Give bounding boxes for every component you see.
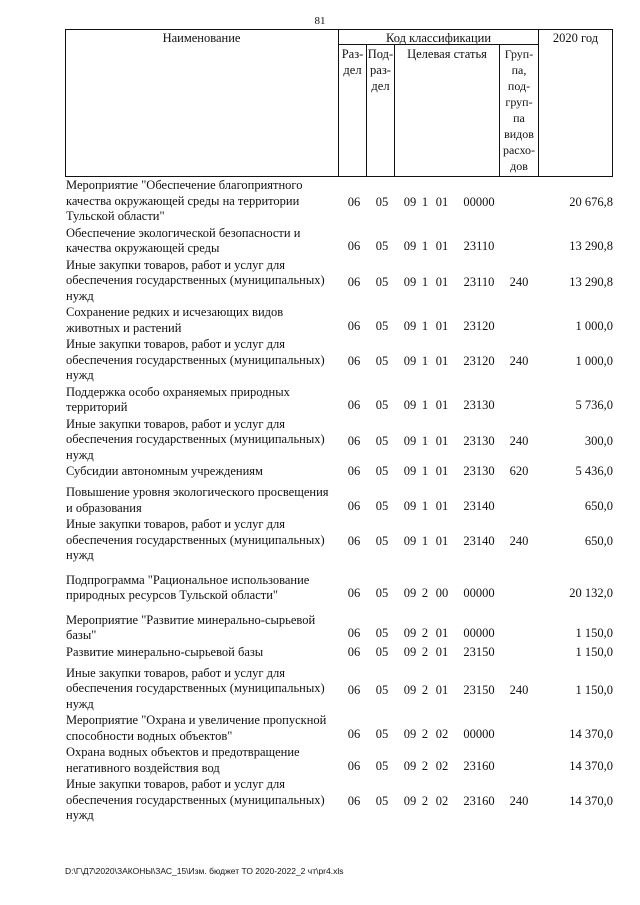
code-cs1: 09 xyxy=(403,726,417,741)
table-row xyxy=(65,337,613,385)
code-cs2: 2 xyxy=(421,794,429,809)
row-amount: 5 736,0 xyxy=(575,398,613,413)
code-rz: 06 xyxy=(347,354,361,369)
row-amount: 1 000,0 xyxy=(575,354,613,369)
row-amount: 1 150,0 xyxy=(575,682,613,697)
row-name: Повышение уровня экологического просвещения и образования xyxy=(66,485,329,515)
row-name: Подпрограмма "Рациональное использование природных ресурсов Тульской области" xyxy=(66,572,310,602)
code-cs4: 23140 xyxy=(463,534,495,549)
code-vr: 240 xyxy=(509,433,529,448)
code-cs1: 09 xyxy=(403,274,417,289)
code-rz: 06 xyxy=(347,534,361,549)
code-cs4: 23110 xyxy=(463,274,495,289)
code-cs2: 2 xyxy=(421,626,429,641)
code-cs3: 01 xyxy=(435,354,449,369)
code-cs1: 09 xyxy=(403,644,417,659)
code-cs3: 01 xyxy=(435,644,449,659)
code-cs1: 09 xyxy=(403,498,417,513)
table-row xyxy=(65,573,613,605)
code-cs3: 02 xyxy=(435,726,449,741)
code-rz: 06 xyxy=(347,682,361,697)
code-cs2: 1 xyxy=(421,498,429,513)
code-cs1: 09 xyxy=(403,586,417,601)
row-amount: 300,0 xyxy=(584,433,613,448)
code-cs4: 23160 xyxy=(463,758,495,773)
table-header xyxy=(65,29,613,177)
row-name: Иные закупки товаров, работ и услуг для обеспечения государственных (муниципальных) нужд xyxy=(66,665,325,711)
row-name: Мероприятие "Охрана и увеличение пропускной способности водных объектов" xyxy=(66,713,327,743)
row-name: Мероприятие "Развитие минерально-сырьевой базы" xyxy=(66,612,316,642)
code-pr: 05 xyxy=(375,354,389,369)
code-cs2: 2 xyxy=(421,726,429,741)
code-cs1: 09 xyxy=(403,758,417,773)
table-row xyxy=(65,226,613,258)
code-cs4: 23130 xyxy=(463,398,495,413)
code-cs1: 09 xyxy=(403,794,417,809)
code-pr: 05 xyxy=(375,682,389,697)
code-pr: 05 xyxy=(375,464,389,478)
row-name: Охрана водных объектов и предотвращение негативного воздействия вод xyxy=(66,745,300,775)
code-cs3: 01 xyxy=(435,433,449,448)
table-row xyxy=(65,385,613,417)
row-amount: 1 150,0 xyxy=(575,644,613,659)
code-cs3: 01 xyxy=(435,682,449,697)
code-cs1: 09 xyxy=(403,239,417,254)
code-pr: 05 xyxy=(375,586,389,601)
row-name: Иные закупки товаров, работ и услуг для обеспечения государственных (муниципальных) нужд xyxy=(66,257,325,303)
row-name: Субсидии автономным учреждениям xyxy=(66,464,263,478)
row-amount: 1 150,0 xyxy=(575,626,613,641)
code-rz: 06 xyxy=(347,318,361,333)
code-cs1: 09 xyxy=(403,318,417,333)
code-rz: 06 xyxy=(347,644,361,659)
code-pr: 05 xyxy=(375,195,389,210)
code-rz: 06 xyxy=(347,498,361,513)
code-cs3: 01 xyxy=(435,498,449,513)
header-year: 2020 год xyxy=(552,31,599,45)
code-cs2: 1 xyxy=(421,433,429,448)
row-amount: 14 370,0 xyxy=(569,726,613,741)
row-name: Сохранение редких и исчезающих видов животных и растений xyxy=(66,305,284,335)
code-cs3: 02 xyxy=(435,758,449,773)
table-row xyxy=(65,613,613,645)
code-cs1: 09 xyxy=(403,398,417,413)
table-row xyxy=(65,666,613,714)
code-rz: 06 xyxy=(347,274,361,289)
row-amount: 20 676,8 xyxy=(569,195,613,210)
table-row xyxy=(65,178,613,226)
code-cs4: 23110 xyxy=(463,239,495,254)
code-cs3: 01 xyxy=(435,464,449,478)
code-pr: 05 xyxy=(375,398,389,413)
table-row xyxy=(65,517,613,565)
code-cs1: 09 xyxy=(403,354,417,369)
row-name: Иные закупки товаров, работ и услуг для обеспечения государственных (муниципальных) нужд xyxy=(66,416,325,462)
table-row xyxy=(65,464,613,485)
code-pr: 05 xyxy=(375,758,389,773)
code-cs4: 23140 xyxy=(463,498,495,513)
code-cs1: 09 xyxy=(403,433,417,448)
code-cs4: 23150 xyxy=(463,644,495,659)
code-cs3: 02 xyxy=(435,794,449,809)
code-cs4: 00000 xyxy=(463,726,495,741)
table-row xyxy=(65,645,613,666)
code-cs1: 09 xyxy=(403,626,417,641)
code-cs4: 00000 xyxy=(463,195,495,210)
code-rz: 06 xyxy=(347,626,361,641)
row-name: Мероприятие "Обеспечение благоприятного качества окружающей среды на территории Тульской области" xyxy=(66,178,303,223)
row-amount: 5 436,0 xyxy=(575,464,613,478)
header-section: Раз- дел xyxy=(341,47,364,77)
code-cs3: 00 xyxy=(435,586,449,601)
file-path-footer: D:\Г\Д7\2020\ЗАКОНЫ\ЗАС_15\Изм. бюджет ТО 2020-2022_2 чт\pr4.xls xyxy=(65,866,344,876)
code-vr: 240 xyxy=(509,794,529,809)
row-amount: 13 290,8 xyxy=(569,239,613,254)
row-name: Развитие минерально-сырьевой базы xyxy=(66,644,264,659)
code-cs2: 1 xyxy=(421,195,429,210)
header-subsection: Под- раз- дел xyxy=(367,47,394,93)
code-vr: 240 xyxy=(509,274,529,289)
code-cs3: 01 xyxy=(435,239,449,254)
code-pr: 05 xyxy=(375,626,389,641)
table-row xyxy=(65,417,613,465)
code-cs4: 23150 xyxy=(463,682,495,697)
code-cs1: 09 xyxy=(403,682,417,697)
code-cs2: 1 xyxy=(421,534,429,549)
table-row xyxy=(65,258,613,306)
code-cs4: 23130 xyxy=(463,464,495,478)
row-name: Иные закупки товаров, работ и услуг для обеспечения государственных (муниципальных) нужд xyxy=(66,517,325,562)
row-amount: 1 000,0 xyxy=(575,318,613,333)
table-row xyxy=(65,305,613,337)
code-pr: 05 xyxy=(375,534,389,549)
row-amount: 14 370,0 xyxy=(569,758,613,773)
row-name: Обеспечение экологической безопасности и качества окружающей среды xyxy=(66,225,301,255)
code-cs2: 1 xyxy=(421,398,429,413)
code-cs3: 01 xyxy=(435,195,449,210)
code-cs2: 2 xyxy=(421,758,429,773)
code-cs4: 23120 xyxy=(463,354,495,369)
code-cs4: 00000 xyxy=(463,586,495,601)
code-cs3: 01 xyxy=(435,398,449,413)
code-cs2: 2 xyxy=(421,682,429,697)
code-cs1: 09 xyxy=(403,534,417,549)
code-pr: 05 xyxy=(375,274,389,289)
header-classification: Код классификации xyxy=(385,31,492,45)
code-rz: 06 xyxy=(347,239,361,254)
code-pr: 05 xyxy=(375,433,389,448)
code-cs2: 2 xyxy=(421,644,429,659)
header-target-article: Целевая статья xyxy=(407,47,487,61)
table-row xyxy=(65,485,613,517)
code-cs2: 1 xyxy=(421,354,429,369)
row-amount: 14 370,0 xyxy=(569,794,613,809)
code-pr: 05 xyxy=(375,498,389,513)
row-amount: 13 290,8 xyxy=(569,274,613,289)
page-number: 81 xyxy=(314,15,326,27)
code-rz: 06 xyxy=(347,398,361,413)
header-name: Наименование xyxy=(162,31,241,45)
table-row xyxy=(65,713,613,745)
code-cs4: 23160 xyxy=(463,794,495,809)
table-row xyxy=(65,777,613,825)
code-cs3: 01 xyxy=(435,534,449,549)
code-pr: 05 xyxy=(375,644,389,659)
header-expense-group: Груп- па, под- груп- па видов расхо- дов xyxy=(502,47,536,173)
code-pr: 05 xyxy=(375,318,389,333)
code-cs3: 01 xyxy=(435,318,449,333)
code-rz: 06 xyxy=(347,794,361,809)
row-name: Иные закупки товаров, работ и услуг для обеспечения государственных (муниципальных) нужд xyxy=(66,777,325,822)
code-cs2: 2 xyxy=(421,586,429,601)
code-rz: 06 xyxy=(347,586,361,601)
table-row xyxy=(65,745,613,777)
code-pr: 05 xyxy=(375,726,389,741)
code-vr: 240 xyxy=(509,682,529,697)
code-cs2: 1 xyxy=(421,239,429,254)
code-rz: 06 xyxy=(347,195,361,210)
code-pr: 05 xyxy=(375,794,389,809)
code-vr: 240 xyxy=(509,534,529,549)
code-rz: 06 xyxy=(347,433,361,448)
code-cs2: 1 xyxy=(421,464,429,478)
code-cs4: 23120 xyxy=(463,318,495,333)
code-rz: 06 xyxy=(347,758,361,773)
code-pr: 05 xyxy=(375,239,389,254)
row-name: Поддержка особо охраняемых природных территорий xyxy=(66,384,290,414)
code-cs2: 1 xyxy=(421,274,429,289)
row-amount: 650,0 xyxy=(584,534,613,549)
code-vr: 620 xyxy=(509,464,529,478)
row-name: Иные закупки товаров, работ и услуг для обеспечения государственных (муниципальных) нужд xyxy=(66,337,325,382)
code-cs4: 00000 xyxy=(463,626,495,641)
code-rz: 06 xyxy=(347,464,361,478)
code-vr: 240 xyxy=(509,354,529,369)
row-amount: 650,0 xyxy=(584,498,613,513)
code-cs4: 23130 xyxy=(463,433,495,448)
code-cs3: 01 xyxy=(435,626,449,641)
budget-table-body xyxy=(65,178,613,825)
code-cs1: 09 xyxy=(403,195,417,210)
row-amount: 20 132,0 xyxy=(569,586,613,601)
code-rz: 06 xyxy=(347,726,361,741)
code-cs3: 01 xyxy=(435,274,449,289)
code-cs2: 1 xyxy=(421,318,429,333)
code-cs1: 09 xyxy=(403,464,417,478)
